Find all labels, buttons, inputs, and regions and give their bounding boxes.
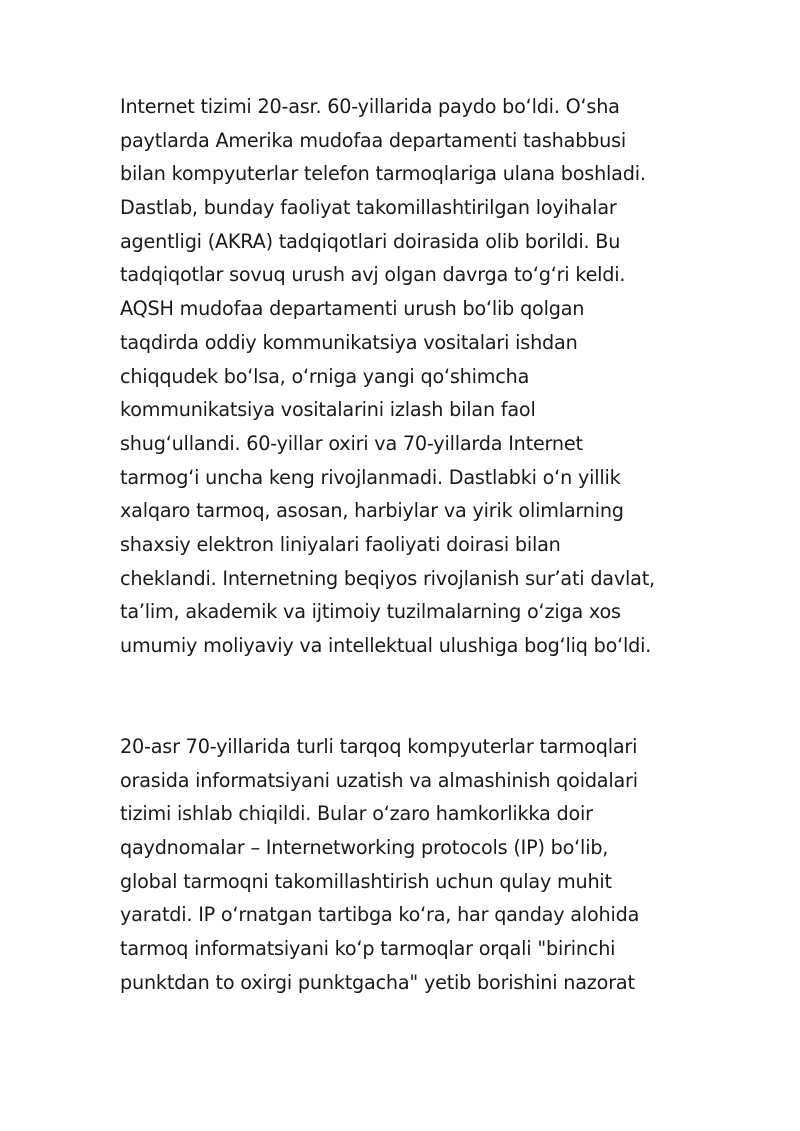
paragraph-line: punktdan to oxirgi punktgacha" yetib borishini nazorat	[120, 970, 635, 994]
paragraph-line: shaxsiy elektron liniyalari faoliyati doirasi bilan	[120, 532, 561, 556]
paragraph-line: kommunikatsiya vositalarini izlash bilan faol	[120, 398, 536, 422]
paragraph-line: taqdirda oddiy kommunikatsiya vositalari ishdan	[120, 330, 578, 354]
paragraph-2	[120, 730, 700, 1000]
paragraph-line: agentligi (AKRA) tadqiqotlari doirasida olib borildi. Bu	[120, 229, 621, 253]
paragraph-line: global tarmoqni takomillashtirish uchun qulay muhit	[120, 869, 612, 893]
paragraph-line: umumiy moliyaviy va intellektual ulushiga bog‘liq bo‘ldi.	[120, 634, 652, 657]
paragraph-line: chiqqudek bo‘lsa, o‘rniga yangi qo‘shimcha	[120, 364, 530, 388]
paragraph-line: ta’lim, akademik va ijtimoiy tuzilmalarning o‘ziga xos	[120, 600, 621, 624]
paragraph-line: Dastlab, bunday faoliyat takomillashtirilgan loyihalar	[120, 196, 617, 220]
paragraph-line: 20-asr 70-yillarida turli tarqoq kompyuterlar tarmoqlari	[120, 735, 638, 758]
paragraph-1	[120, 90, 700, 663]
paragraph-line: tizimi ishlab chiqildi. Bular o‘zaro hamkorlikka doir	[120, 802, 593, 826]
paragraph-line: paytlarda Amerika mudofaa departamenti tashabbusi	[120, 128, 627, 152]
paragraph-line: xalqaro tarmoq, asosan, harbiylar va yirik olimlarning	[120, 499, 624, 523]
paragraph-line: Internet tizimi 20-asr. 60-yillarida paydo bo‘ldi. O‘sha	[120, 95, 620, 118]
paragraph-line: tadqiqotlar sovuq urush avj olgan davrga to‘g‘ri keldi.	[120, 263, 626, 287]
paragraph-line: qaydnomalar – Internetworking protocols (IP) bo‘lib,	[120, 836, 609, 860]
paragraph-line: cheklandi. Internetning beqiyos rivojlanish sur’ati davlat,	[120, 566, 655, 590]
paragraph-line: shug‘ullandi. 60-yillar oxiri va 70-yillarda Internet	[120, 431, 583, 455]
paragraph-line: tarmoq informatsiyani ko‘p tarmoqlar orqali "birinchi	[120, 937, 616, 961]
paragraph-line: AQSH mudofaa departamenti urush bo‘lib qolgan	[120, 297, 585, 321]
paragraph-line: orasida informatsiyani uzatish va almashinish qoidalari	[120, 768, 638, 792]
paragraph-line: tarmog‘i uncha keng rivojlanmadi. Dastlabki o‘n yillik	[120, 465, 621, 489]
paragraph-line: bilan kompyuterlar telefon tarmoqlariga ulana boshladi.	[120, 162, 646, 186]
paragraph-line: yaratdi. IP o‘rnatgan tartibga ko‘ra, har qanday alohida	[120, 903, 640, 927]
